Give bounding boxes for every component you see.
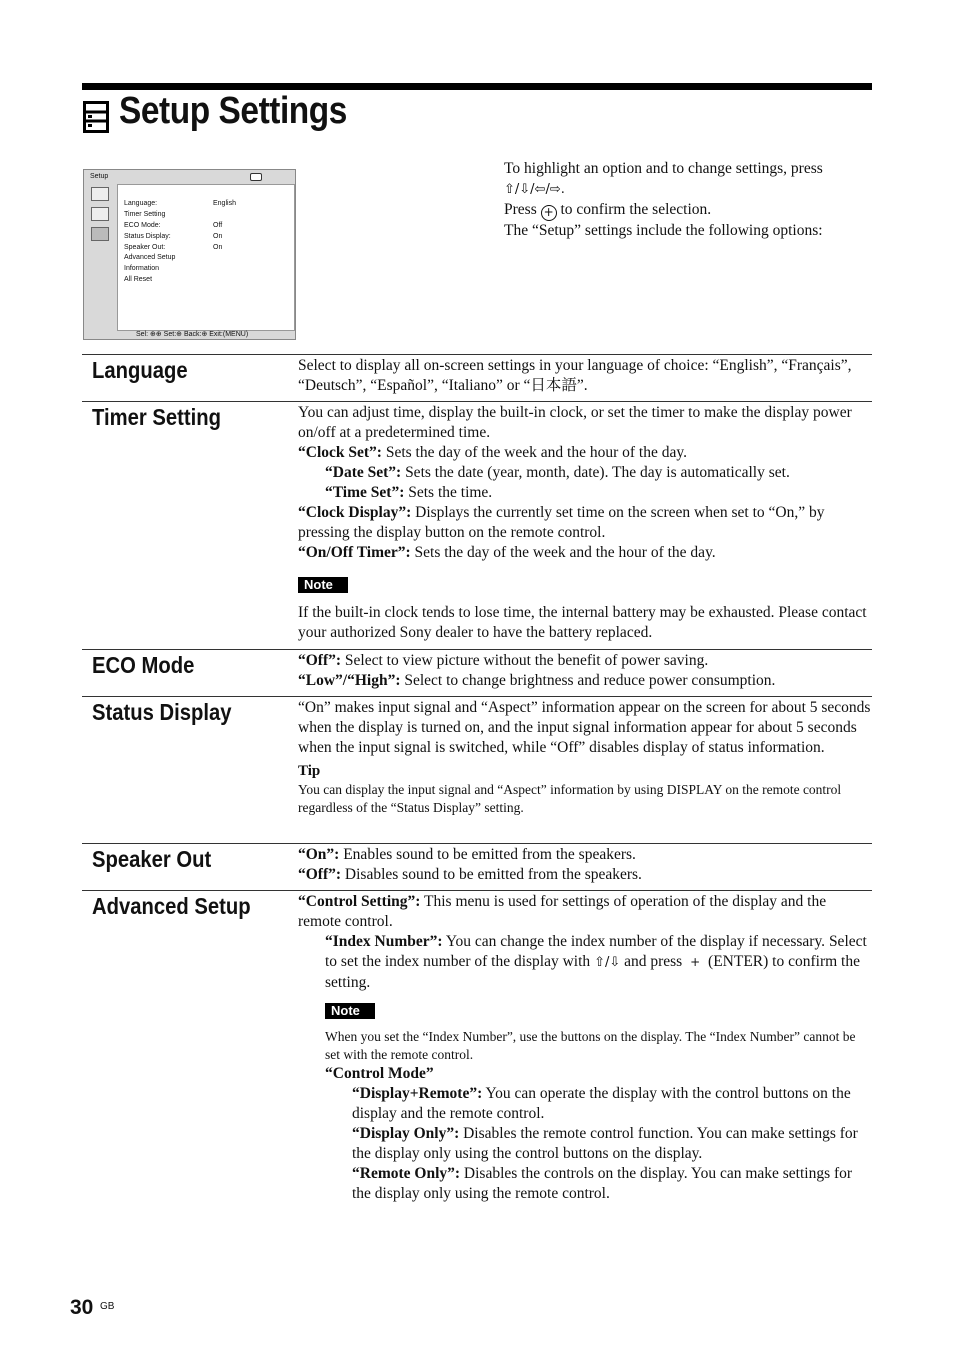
term: “Off”: [298,866,342,883]
term: “Display Only”: [352,1125,460,1142]
desc-text: Disables sound to be emitted from the speakers. [341,866,642,883]
menu-item: Status Display: [124,233,171,240]
setup-menu-icon-selected [91,227,109,241]
desc-text: Select to set the index number of the display with [325,933,867,970]
term: “Time Set”: [325,484,405,501]
note-text: When you set the “Index Number”, use the buttons on the display. The “Index Number” cannot be set with the remote control. [325,1029,856,1062]
desc-text: (ENTER) to confirm the setting. [325,953,860,991]
tip-label: Tip [298,763,321,779]
section-desc [298,356,872,396]
page-language: GB [100,1301,115,1312]
note-badge: Note [325,1003,375,1019]
desc-text: Sets the day of the week and the hour of the day. [381,444,687,461]
section-desc [298,403,872,643]
section-language [82,354,872,401]
term: “Control Setting”: [298,893,421,910]
menu-item-value: On [213,244,223,251]
term: “Control Mode” [325,1065,434,1082]
menu-item: Information [124,265,160,272]
desc-text: “On” makes input signal and “Aspect” information appear on the screen for about 5 seconds when the display is turned on, and the input signal information appear for about 5 seconds when the input signal is switched, while “Off” disables display of status information. [298,699,871,756]
setup-menu-icon [83,101,109,133]
desc-text: Select to display all on-screen settings in your language of choice: “English”, “Français”, “Deutsch”, “Español”, “Italiano” or “日本語”. [298,357,852,394]
section-speaker-out [82,843,872,890]
enter-icon: + [690,955,701,969]
term: “Low”/“High”: [298,672,401,689]
desc-text: Disables the remote control function. You can make settings for the display only using the control buttons on the display. [352,1125,858,1162]
up-down-arrow-icon: ⇧/⇩ [594,955,621,970]
intro-line: The “Setup” settings include the following options: [504,222,823,239]
term: “On/Off Timer”: [298,544,411,561]
section-label: Advanced Setup [92,893,251,919]
desc-text: Select to view picture without the benefit of power saving. [341,652,709,669]
setup-menu-screenshot [83,169,296,340]
desc-text: Sets the time. [404,484,493,501]
menu-footer: Sel: ⊕⊕ Set:⊕ Back:⊕ Exit:(MENU) [136,331,249,338]
term: “Clock Display”: [298,504,412,521]
section-timer-setting [82,401,872,649]
input-icon [250,173,262,181]
desc-text: Sets the date (year, month, date). The day is automatically set. [401,464,790,481]
section-desc [298,651,872,691]
desc-text: You can change the index number of the display if necessary. [442,933,826,950]
menu-item: ECO Mode: [124,222,161,229]
desc-text: You can adjust time, display the built-in clock, or set the timer to make the display power on/off at a predetermined time. [298,404,852,441]
screen-menu-icon [91,207,109,221]
menu-title: Setup [90,173,109,180]
menu-item: Speaker Out: [124,244,166,251]
header-rule [82,83,872,90]
desc-text: Sets the day of the week and the hour of the day. [410,544,716,561]
term: “Off”: [298,652,342,669]
desc-text: Enables sound to be emitted from the speakers. [339,846,636,863]
section-label: Status Display [92,699,232,725]
term: “On”: [298,846,340,863]
desc-text: This menu is used for settings of operation of the display and the remote control. [298,893,827,930]
intro-press: Press [504,201,537,218]
desc-text: Disables the controls on the display. You can make settings for the display only using the remote control. [352,1165,853,1202]
menu-item: Timer Setting [124,211,166,218]
menu-item-value: Off [213,222,223,229]
note-text: If the built-in clock tends to lose time, the internal battery may be exhausted. Please contact your authorized Sony dealer to have the battery replaced. [298,604,867,641]
section-desc [298,698,872,817]
menu-item-value: On [213,233,223,240]
desc-text: Select to change brightness and reduce power consumption. [400,672,776,689]
section-label: ECO Mode [92,652,195,678]
desc-text: Displays the currently set time on the screen when set to “On,” by pressing the display button on the remote control. [298,504,825,541]
menu-item: Language: [124,200,158,207]
section-desc [298,892,872,1204]
intro-line: To highlight an option and to change settings, press [504,160,823,177]
section-desc [298,845,872,885]
term: “Index Number”: [325,933,443,950]
term: “Clock Set”: [298,444,382,461]
desc-text: and press [620,953,687,970]
arrow-keys-icon: ⇧/⇩/⇦/⇨. [504,182,565,197]
term: “Date Set”: [325,464,402,481]
section-status-display [82,696,872,843]
page-number: 30 [70,1296,94,1319]
page-title: Setup Settings [119,90,347,132]
menu-item: Advanced Setup [124,254,176,261]
note-badge: Note [298,577,348,593]
term: “Display+Remote”: [352,1085,483,1102]
section-advanced-setup [82,890,872,1211]
menu-item-value: English [213,200,236,207]
picture-menu-icon [91,187,109,201]
enter-button-icon: + [541,205,557,221]
tip-text: You can display the input signal and “Aspect” information by using DISPLAY on the remote control regardless of the “Status Display” setting. [298,782,842,815]
section-label: Speaker Out [92,846,212,872]
intro-press-post: to confirm the selection. [560,201,712,218]
menu-item: All Reset [124,276,153,283]
term: “Remote Only”: [352,1165,461,1182]
intro-text [504,159,874,241]
desc-text: You can operate the display with the control buttons on the display and the remote control. [352,1085,851,1122]
section-eco-mode [82,649,872,696]
section-label: Timer Setting [92,404,221,430]
section-label: Language [92,357,188,383]
